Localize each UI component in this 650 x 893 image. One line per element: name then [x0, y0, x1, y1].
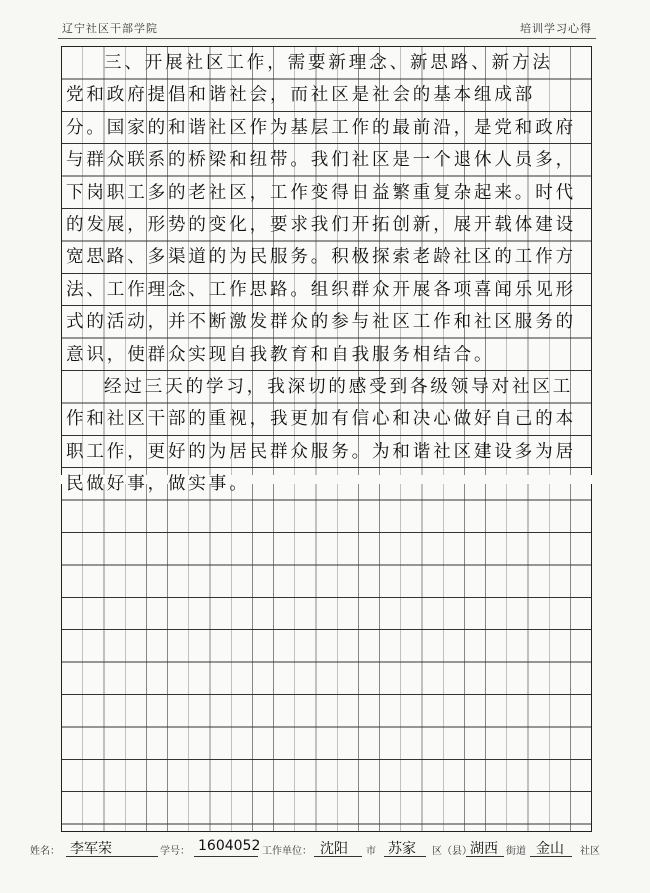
street-value: 湖西 [470, 841, 498, 857]
community-value: 金山 [536, 841, 564, 857]
signature-footer [30, 838, 630, 862]
text-line: 经过三天的学习，我深切的感受到各级领导对社区工 [104, 376, 574, 397]
text-line: 宽思路、多渠道的为民服务。积极探索老龄社区的工作方 [66, 247, 576, 268]
text-line: 分。国家的和谐社区作为基层工作的最前沿，是党和政府 [66, 117, 576, 138]
text-line: 式的活动，并不断激发群众的参与社区工作和社区服务的 [66, 312, 576, 333]
id-value: 1604052 [198, 838, 261, 854]
name-underline [66, 856, 158, 857]
community-suffix: 社区 [580, 846, 600, 857]
text-line: 与群众联系的桥梁和纽带。我们社区是一个退休人员多， [66, 150, 576, 171]
street-underline [466, 856, 504, 857]
city-suffix: 市 [366, 846, 376, 857]
city-underline [314, 856, 362, 857]
handwritten-text [66, 47, 586, 500]
institution-name: 辽宁社区干部学院 [62, 22, 158, 35]
district-value: 苏家 [388, 841, 416, 857]
id-underline [194, 856, 258, 857]
district-underline [384, 856, 426, 857]
text-line: 民做好事，做实事。 [66, 474, 250, 495]
name-label: 姓名： [30, 846, 60, 857]
text-line: 法、工作理念、工作思路。组织群众开展各项喜闻乐见形 [66, 279, 576, 300]
document-type: 培训学习心得 [520, 22, 592, 35]
text-line: 作和社区干部的重视，我更加有信心和决心做好自己的本 [66, 409, 576, 430]
district-suffix: 区（县） [432, 846, 472, 857]
id-label: 学号： [160, 846, 190, 857]
text-line: 意识，使群众实现自我教育和自我服务相结合。 [66, 344, 495, 365]
text-line: 职工作，更好的为居民群众服务。为和谐社区建设多为居 [66, 441, 576, 462]
community-underline [530, 856, 572, 857]
unit-label: 工作单位： [262, 846, 312, 857]
header-divider [58, 38, 596, 39]
text-line: 三、开展社区工作，需要新理念、新思路、新方法 [104, 53, 553, 73]
text-line: 的发展，形势的变化，要求我们开拓创新，展开载体建设 [66, 214, 576, 235]
text-line: 下岗职工多的老社区，工作变得日益繁重复杂起来。时代 [66, 182, 576, 203]
name-value: 李军荣 [70, 841, 112, 857]
street-suffix: 街道 [506, 846, 526, 857]
city-value: 沈阳 [320, 841, 348, 857]
text-line: 党和政府提倡和谐社会，而社区是社会的基本组成部 [66, 85, 536, 106]
